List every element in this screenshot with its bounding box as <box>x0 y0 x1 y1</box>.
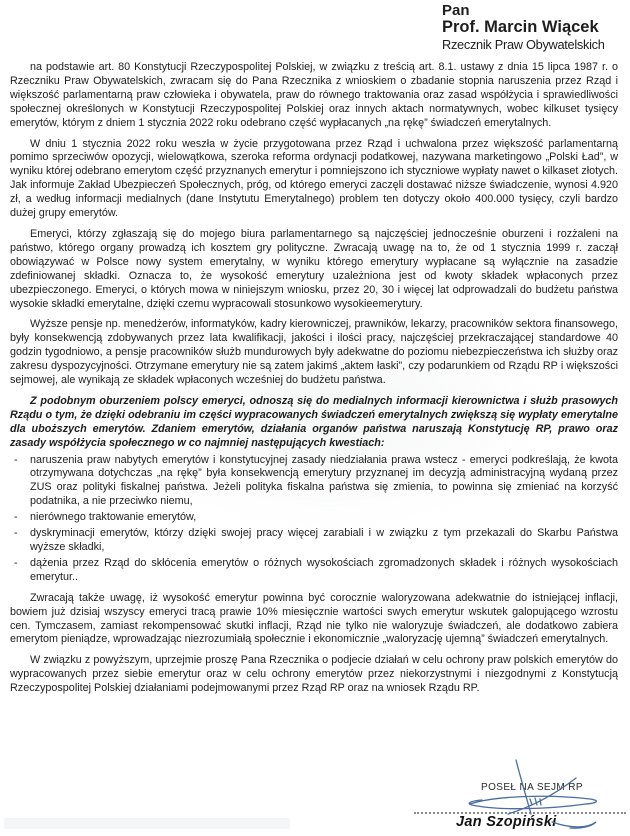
scan-artifact-bar <box>4 818 290 829</box>
list-item: - dążenia przez Rząd do skłócenia emerytów o różnych wysokościach zgromadzonych składek i różnych wysokościach emerytur.. <box>10 557 618 585</box>
paragraph-pension-system: Emeryci, którzy zgłaszają się do mojego biura parlamentarnego są najczęściej jednocześnie oburzeni i rozżaleni na państwo, którego organy prowadzą ich kosztem gry polityczne. Zwracają uwagę na to, że od 1 stycznia 1999 r. zaczął obowiązywać w Polsce nowy system emerytalny, w wyniku którego emerytury wypłacane są wyłącznie na zasadzie zdefiniowanej składki. Oznacza to, że wysokość emerytury uzależniona jest od kwoty składek wpłaconych przez ubezpieczonego. Emeryci, o których mowa w niniejszym wniosku, przez 20, 30 i więcej lat odprowadzali do budżetu państwa wysokie składki emerytalne, dzięki czemu wypracowali stosunkowo wysokieemerytury. <box>10 227 618 310</box>
signature-role: POSEŁ NA SEJM RP <box>481 782 583 793</box>
paragraph-earned-pensions: Wyższe pensje np. menedżerów, informatyków, kadry kierowniczej, prawników, lekarzy, pracowników sektora finansowego, były konsekwencją zdobywanych przez lata kwalifikacji, jakości i ilości pracy, najczęściej przekraczającej standardowe 40 godzin tygodniowo, a pensje pracowników służb mundurowych były adekwatne do poziomu niebezpieczeństwa ich służby oraz zakresu dyspozycyjności. Otrzymane emerytury nie są zatem jakimś „aktem łaski”, czy podarunkiem od Rządu RP i większości sejmowej, ale wynikają ze składek wpłaconych wcześniej do budżetu państwa. <box>10 318 618 387</box>
paragraph-request: W związku z powyższym, uprzejmie proszę Pana Rzecznika o podjecie działań w celu ochrony praw polskich emerytów do wypracowanych przez siebie emerytur oraz w celu ochrony emerytów przez niekorzystnymi i niezgodnymi z Konstytucją Rzeczypospolitej Polskiej działaniami podejmowanymi przez Rząd RP oraz na wniosek Rządu RP. <box>10 654 618 695</box>
list-item: - naruszenia praw nabytych emerytów i konstytucyjnej zasady niedziałania prawa wstecz - emeryci podkreślają, że kwota otrzymywana dotychczas „na rękę” była konsekwencją emerytury przyznanej im decyzją administracyjną wydaną przez ZUS oraz polityki fiskalnej państwa. Jeżeli polityka fiskalna państwa się zmienia, to powinna się zmieniać na korzyść podatnika, a nie przeciwko niemu, <box>10 454 618 510</box>
paragraph-legal-basis: na podstawie art. 80 Konstytucji Rzeczypospolitej Polskiej, w związku z treścią art. 8.1. ustawy z dnia 15 lipca 1987 r. o Rzeczniku Praw Obywatelskich, zwracam się do Pana Rzecznika z wnioskiem o zbadanie stopnia naruszenia przez Rząd i większość parlamentarną praw człowieka i obywatela, praw do równego traktowania oraz zasad współżycia i sprawiedliwości społecznej określonych w Konstytucji Rzeczypospolitej Polskiej oraz innych aktach normatywnych, wobec kilkuset tysięcy emerytów, którym z dniem 1 stycznia 2022 roku odebrano część wypłacanych „na rękę” świadczeń emerytalnych. <box>10 61 618 129</box>
list-item: - dyskryminacji emerytów, którzy dzięki swojej pracy więcej zarabiali i w związku z tym przekazali do Skarbu Państwa wyższe składki, <box>10 527 618 555</box>
recipient-block <box>442 2 605 53</box>
paragraph-indexation: Zwracają także uwagę, iż wysokość emerytur powinna być corocznie waloryzowana adekwatnie do istniejącej inflacji, bowiem już dzisiaj wszyscy emeryci tracą prawie 10% miesięcznie wartości swych emerytur wskutek galopującego wzrostu cen. Tymczasem, zamiast rekompensować skutki inflacji, Rząd nie tylko nie waloryzuje świadczeń, ale dodatkowo zabiera emerytom pieniądze, wprowadzając niezrozumiałą społecznie i ekonomicznie „waloryzację ujemną” świadczeń emerytalnych. <box>10 591 618 646</box>
letter-body <box>10 61 618 703</box>
signature-name: Jan Szopiński <box>456 814 557 830</box>
list-item: - nierównego traktowanie emerytów, <box>10 511 618 525</box>
grievances-list <box>10 454 618 585</box>
recipient-name: Prof. Marcin Wiącek <box>442 18 599 36</box>
recipient-salutation: Pan <box>442 2 470 19</box>
paragraph-emphasis-violations: Z podobnym oburzeniem polscy emeryci, odnoszą się do medialnych informacji kierownictwa i służb prasowych Rządu o tym, że dzięki odebraniu im części wypracowanych świadczeń emerytalnych zwiększą się wypłaty emerytalne dla uboższych emerytów. Zdaniem emerytów, działania organów państwa naruszają Konstytucję RP, prawo oraz zasady współżycia społecznego w co najmniej następujących kwestiach: <box>10 394 618 449</box>
recipient-title: Rzecznik Praw Obywatelskich <box>442 37 605 52</box>
paragraph-polski-lad: W dniu 1 stycznia 2022 roku weszła w życie przygotowana przez Rząd i uchwalona przez większość parlamentarną pomimo sprzeciwów opozycji, wielowątkowa, szeroka reforma ordynacji podatkowej, nazywana marketingowo „Polski Ład”, w wyniku której odebrano emerytom część przyznanych emerytur i pomniejszono ich styczniowe wypłaty nawet o kilkaset złotych. Jak informuje Zakład Ubezpieczeń Społecznych, próg, od którego emeryci zaczęli dostawać niższe świadczenie, wynosi 4.920 zł, a według informacji medialnych (dane Instytutu Emerytalnego) problem ten dotyczy około 400.000 tysięcy, czyli bardzo dużej grupy emerytów. <box>10 137 618 220</box>
